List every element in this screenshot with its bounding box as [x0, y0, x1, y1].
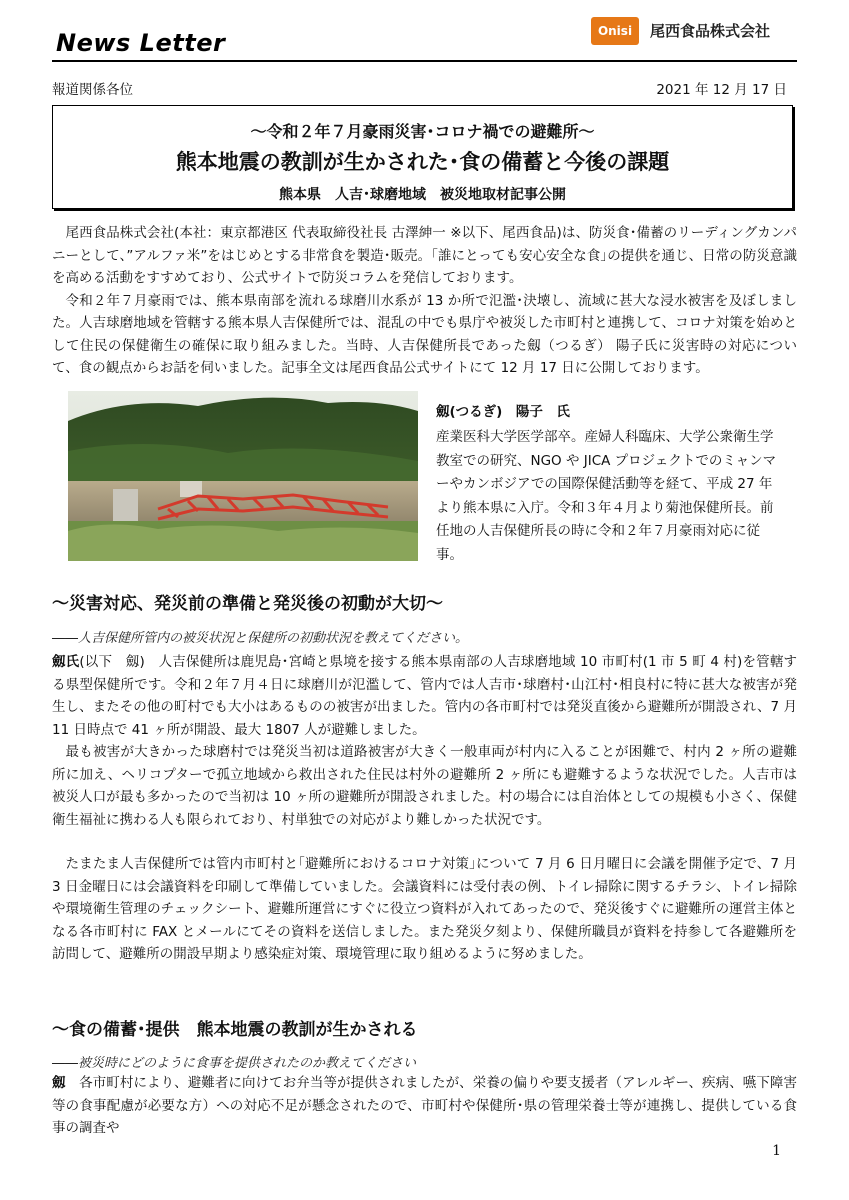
section-2-question: ――被災時にどのように食事を提供されたのか教えてください	[52, 1056, 417, 1071]
section-1-paragraph-1-text: (以下 劔) 人吉保健所は鹿児島･宮崎と県境を接する熊本県南部の人吉球磨地域 10 市町村(1 市 5 町 4 村)を管轄する県型保健所です。令和２年７月４日に球磨川が氾濫して、管内では人吉市･球磨村･山江村･相良村に特に甚大な被害が発生し、またその他の町村でも大小はあるものの被害が出ました。管内の各市町村では発災直後から避難所が開設され、7 月 11 日時点で 41 ヶ所が開設、最大 1807 人が避難しました。	[52, 654, 797, 738]
section-2-text	[52, 1072, 797, 1140]
section-2-paragraph-1	[52, 1072, 797, 1140]
company-logo	[591, 17, 639, 45]
section-1-paragraph-1	[52, 651, 797, 741]
section-1-text	[52, 651, 797, 966]
header-rule	[52, 60, 797, 62]
intro-paragraph-2: 令和２年７月豪雨では、熊本県南部を流れる球磨川水系が 13 か所で氾濫･決壊し、流域に甚大な浸水被害を及ぼしました。人吉球磨地域を管轄する熊本県人吉保健所では、混乱の中でも県庁や被災した市町村と連携して、コロナ対策を始めとして住民の保健衛生の確保に取り組みました。当時、人吉保健所長であった劔（つるぎ） 陽子氏に災害時の対応について、食の観点からお話を伺いました。記事全文は尾西食品公式サイトにて 12 月 17 日に公開しております。	[52, 292, 797, 376]
section-1-heading: ～災害対応、発災前の準備と発災後の初動が大切～	[52, 594, 443, 614]
title-box	[52, 105, 793, 209]
profile-name: 劔(つるぎ) 陽子 氏	[436, 404, 570, 420]
profile-bio: 産業医科大学医学部卒。産婦人科臨床、大学公衆衛生学教室での研究、NGO や JICA プロジェクトでのミャンマーやカンボジアでの国際保健活動等を経て、平成 27 年より熊本県に入庁。令和３年４月より菊池保健所長。前任地の人吉保健所長の時に令和２年７月豪雨対応に従事。	[436, 429, 777, 563]
title-subheading: ～令和２年７月豪雨災害･コロナ禍での避難所～	[250, 122, 595, 141]
section-1-paragraph-2: 最も被害が大きかった球磨村では発災当初は道路被害が大きく一般車両が村内に入ることが困難で、村内 2 ヶ所の避難所に加え、ヘリコプターで孤立地域から救出された住民は村外の避難所 2 ヶ所にも避難するような状況でした。人吉市は被災人口が最も多かったので当初は 10 ヶ所の避難所が開設されました。村の場合には自治体としての規模も小さく、保健衛生福祉に携わる人も限られており、村単独での対応がより難しかった状況です。	[52, 744, 797, 828]
speaker-label: 劔氏	[52, 654, 80, 670]
intro-paragraph-1: 尾西食品株式会社(本社：東京都港区 代表取締役社長 古澤紳一 ※以下、尾西食品)は、防災食･備蓄のリーディングカンパニーとして、”アルファ米”をはじめとする非常食を製造･販売。｢誰にとっても安心安全な食｣の提供を通じ、日常の防災意識を高める活動をすすめており、公式サイトで防災コラムを発信しております。	[52, 225, 797, 286]
section-1-paragraph-3: たまたま人吉保健所では管内市町村と｢避難所におけるコロナ対策｣について 7 月 6 日月曜日に会議を開催予定で、7 月 3 日金曜日には会議資料を印刷して準備していました。会議資料には受付表の例、トイレ掃除に関するチラシ、トイレ掃除や環境衛生管理のチェックシート、避難所運営にすぐに役立つ資料が入れてあったので、発災後すぐに避難所の運営主体となる各市町村に FAX とメールにてその資料を送信しました。また発災夕刻より、保健所職員が資料を持参して各避難所を訪問して、避難所の開設早期より感染症対策、環境管理に取り組めるように努めました。	[52, 856, 797, 962]
section-2-heading: ～食の備蓄･提供 熊本地震の教訓が生かされる	[52, 1020, 418, 1040]
recipient-line: 報道関係各位	[52, 82, 133, 98]
section-1-question: ――人吉保健所管内の被災状況と保健所の初動状況を教えてください。	[52, 631, 469, 646]
intro-text	[52, 222, 797, 380]
company-name: 尾西食品株式会社	[650, 22, 771, 40]
speaker-label-2: 劔	[52, 1075, 66, 1091]
newsletter-title: News Letter	[56, 29, 226, 57]
title-main: 熊本地震の教訓が生かされた･食の備蓄と今後の課題	[175, 150, 670, 174]
page-number: 1	[772, 1143, 781, 1159]
flood-site-photo	[68, 391, 418, 561]
section-2-paragraph-1-text: 各市町村により、避難者に向けてお弁当等が提供されましたが、栄養の偏りや要支援者（アレルギー、疾病、嚥下障害等の食事配慮が必要な方）への対応不足が懸念されたので、市町村や保健所･県の管理栄養士等が連携し、提供している食事の調査や	[52, 1075, 797, 1136]
issue-date: 2021 年 12 月 17 日	[656, 82, 787, 98]
logo-text: Onisi	[597, 24, 633, 38]
title-caption: 熊本県 人吉･球磨地域 被災地取材記事公開	[279, 187, 566, 203]
